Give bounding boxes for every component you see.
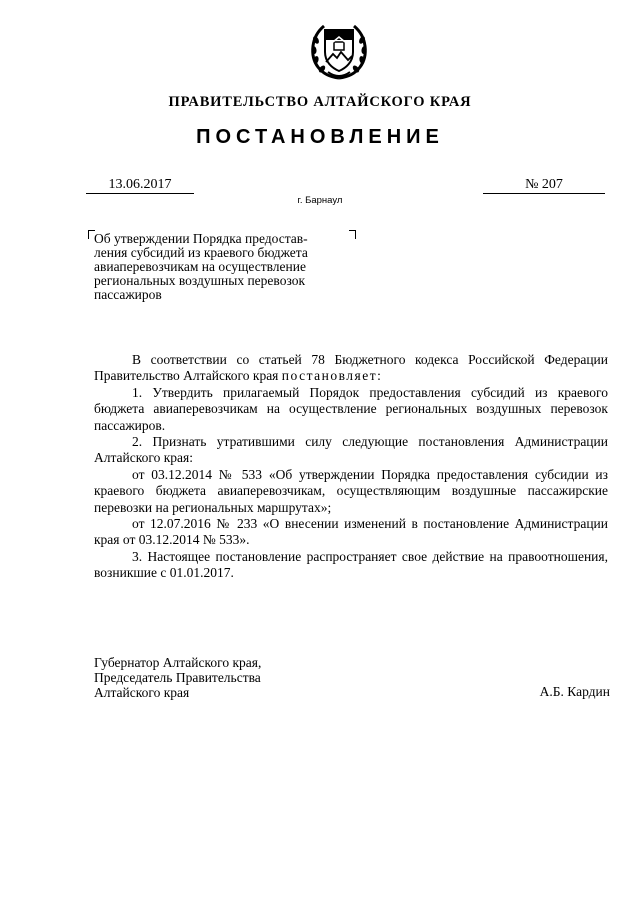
decree-colon: :	[377, 368, 381, 384]
altai-coat-of-arms-icon	[308, 20, 370, 82]
preamble-paragraph	[94, 352, 608, 385]
signatory-position-line: Губернатор Алтайского края,	[94, 655, 262, 670]
document-date: 13.06.2017	[86, 176, 194, 194]
title-line: пассажиров	[94, 287, 162, 302]
item-3-paragraph: 3. Настоящее постановление распространяет свое действие на правоотношения, возникшие с 01.01.2017.	[94, 548, 608, 581]
signatory-position	[94, 655, 261, 700]
title-line: Об утверждении Порядка предостав-	[94, 231, 308, 246]
document-city: г. Барнаул	[297, 195, 343, 206]
signatory-name: А.Б. Кардин	[539, 684, 610, 699]
signatory-position-line: Алтайского края	[94, 685, 190, 700]
title-line: ления субсидий из краевого бюджета	[94, 245, 308, 260]
document-number: № 207	[483, 176, 605, 194]
item-2-paragraph: 2. Признать утратившими силу следующие постановления Администрации Алтайского края:	[94, 434, 608, 466]
title-line: региональных воздушных перевозок	[94, 273, 306, 288]
document-type: ПОСТАНОВЛЕНИЕ	[196, 126, 444, 148]
document-title	[94, 232, 354, 302]
government-name: ПРАВИТЕЛЬСТВО АЛТАЙСКОГО КРАЯ	[168, 94, 472, 110]
title-line: авиаперевозчикам на осуществление	[94, 259, 306, 274]
item-1-paragraph: 1. Утвердить прилагаемый Порядок предоставления субсидий из краевого бюджета авиаперевозчикам на осуществление региональных воздушных перевозок пассажиров.	[94, 384, 608, 433]
document-body	[94, 352, 608, 582]
preamble-text: В соответствии со статьей 78 Бюджетного кодекса Российской Федерации Правительство Алтайского края	[94, 352, 608, 384]
decree-word: постановляет	[281, 368, 378, 384]
signatory-position-line: Председатель Правительства	[94, 670, 261, 685]
item-2a-paragraph: от 03.12.2014 № 533 «Об утверждении Порядка предоставления субсидии из краевого бюджета авиаперевозчикам, осуществляющим воздушные пассажирские перевозки на региональных маршрутах»;	[94, 466, 608, 515]
item-2b-paragraph: от 12.07.2016 № 233 «О внесении изменений в постановление Администрации края от 03.12.2014 № 533».	[94, 516, 608, 548]
